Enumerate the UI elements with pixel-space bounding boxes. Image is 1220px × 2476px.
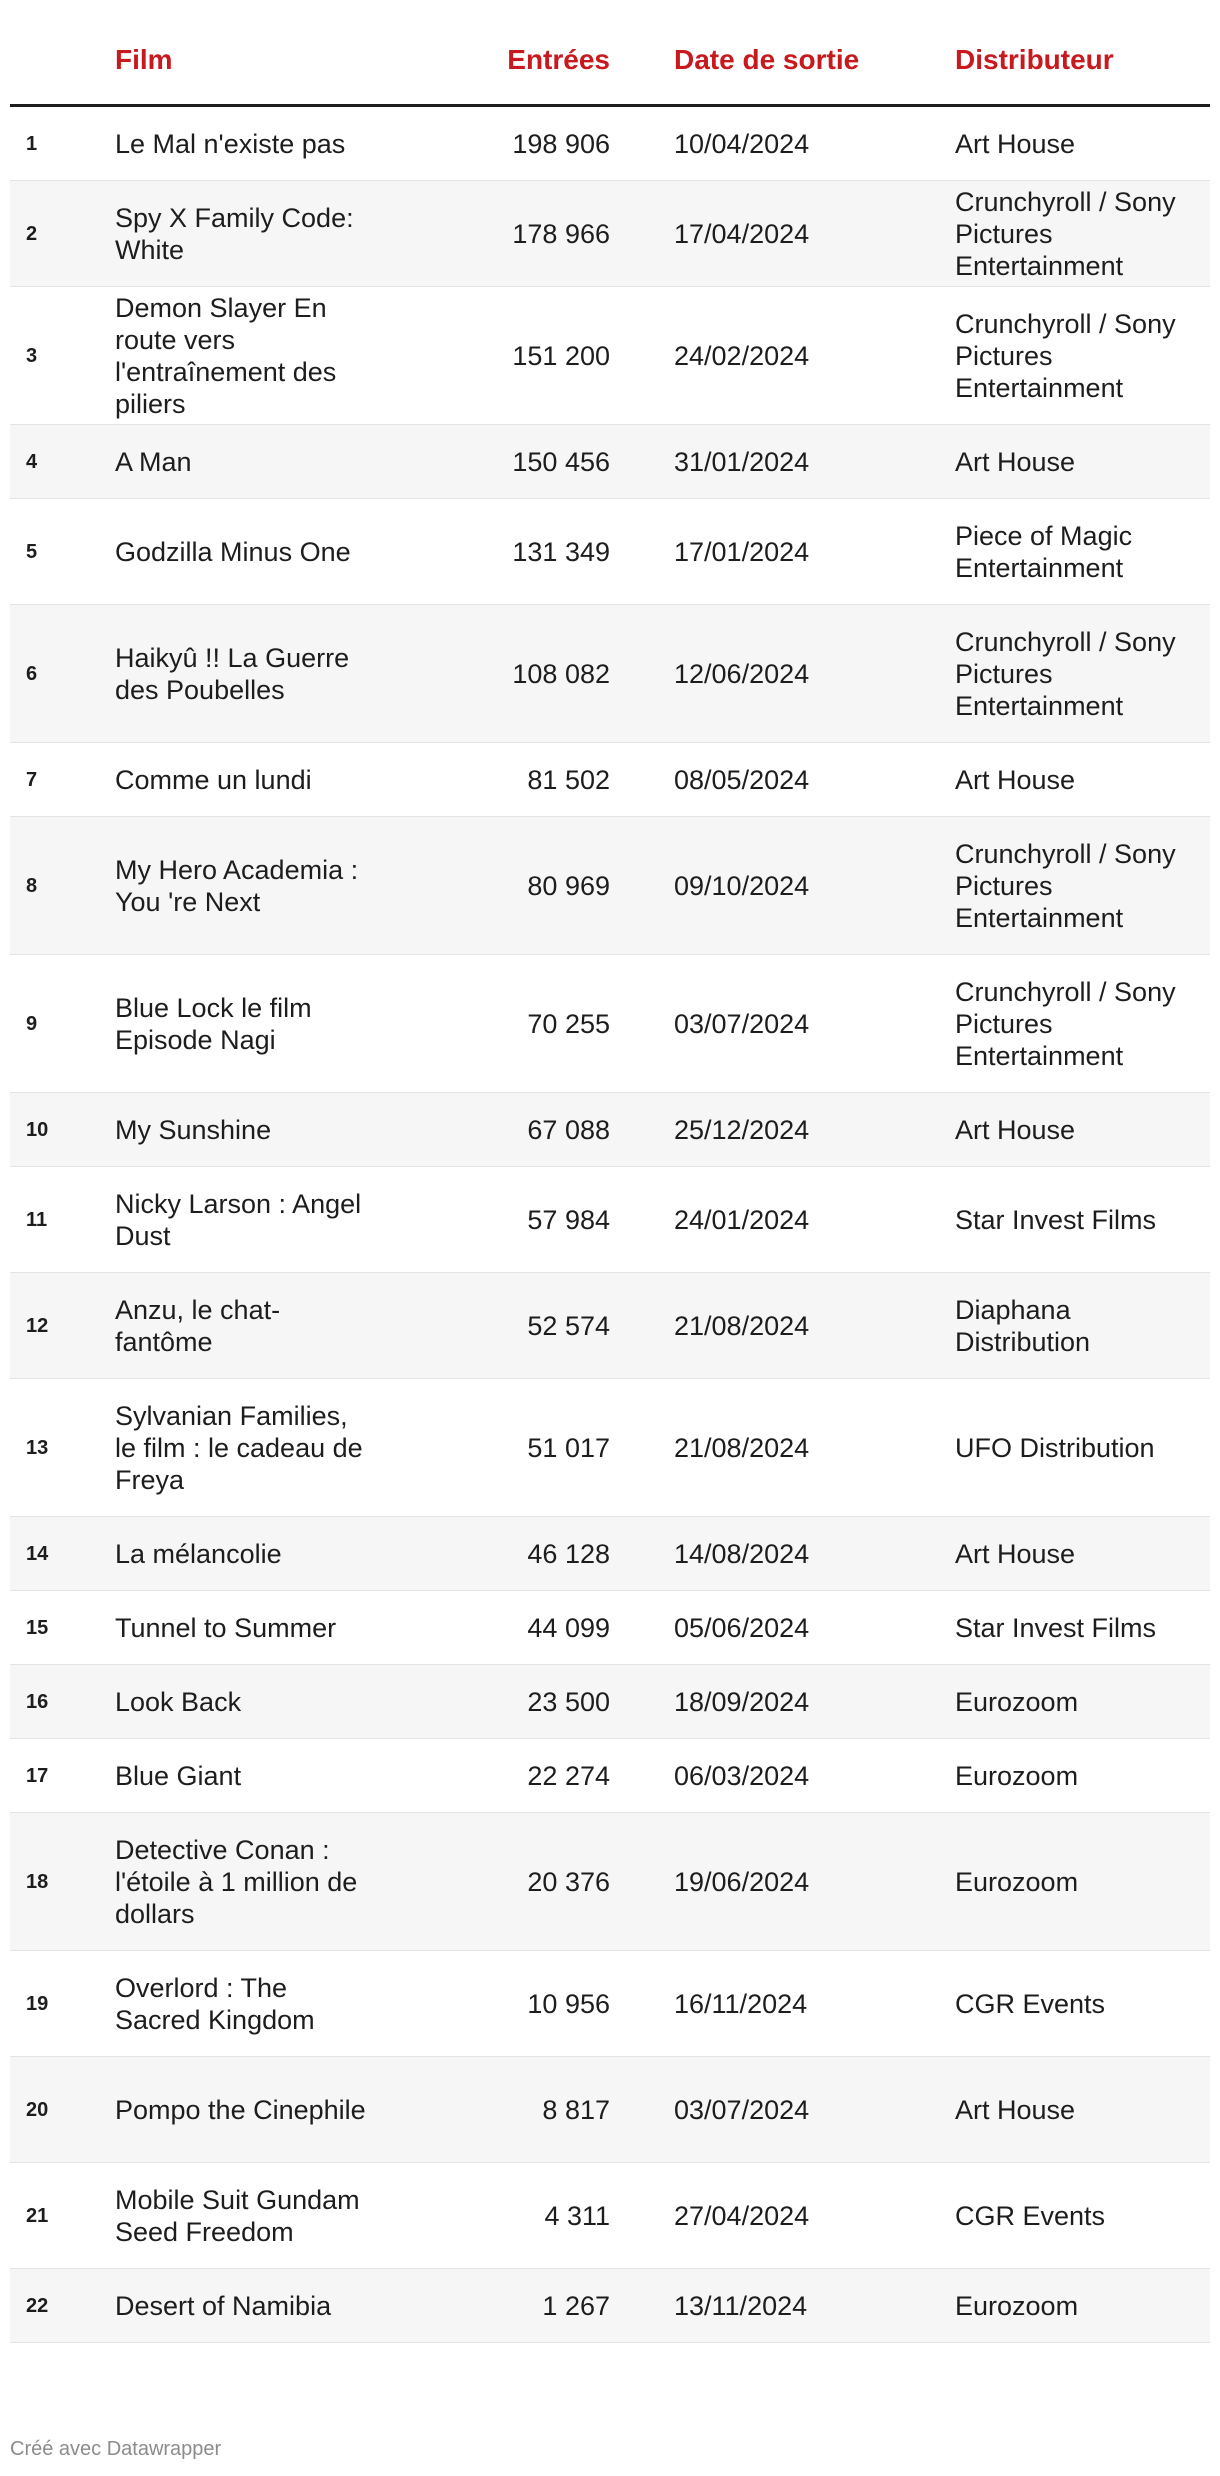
film-title-cell: My Sunshine	[115, 1093, 415, 1167]
header-entries[interactable]: Entrées	[415, 38, 610, 106]
table-row	[10, 181, 1210, 287]
rank-cell: 4	[10, 425, 115, 499]
film-title-cell: Blue Lock le film Episode Nagi	[115, 955, 415, 1093]
table-row	[10, 2163, 1210, 2269]
film-title-cell: Tunnel to Summer	[115, 1591, 415, 1665]
table-row	[10, 425, 1210, 499]
rank-cell: 11	[10, 1167, 115, 1273]
distributor-cell: Art House	[955, 106, 1210, 181]
table-row	[10, 499, 1210, 605]
rank-cell: 12	[10, 1273, 115, 1379]
rank-cell: 8	[10, 817, 115, 955]
distributor-cell: Art House	[955, 1093, 1210, 1167]
rank-cell: 18	[10, 1813, 115, 1951]
rank-cell: 19	[10, 1951, 115, 2057]
entries-cell: 8 817	[415, 2057, 610, 2163]
film-title-cell: My Hero Academia : You 're Next	[115, 817, 415, 955]
distributor-cell: Art House	[955, 425, 1210, 499]
header-rank[interactable]	[10, 38, 115, 106]
rank-cell: 22	[10, 2269, 115, 2343]
release-date-cell: 27/04/2024	[610, 2163, 955, 2269]
distributor-cell: Art House	[955, 743, 1210, 817]
data-table	[10, 38, 1210, 2343]
distributor-cell: Art House	[955, 2057, 1210, 2163]
distributor-cell: Star Invest Films	[955, 1167, 1210, 1273]
distributor-cell: Star Invest Films	[955, 1591, 1210, 1665]
entries-cell: 151 200	[415, 287, 610, 425]
table-row	[10, 1591, 1210, 1665]
distributor-cell: Crunchyroll / Sony Pictures Entertainment	[955, 181, 1210, 287]
entries-cell: 23 500	[415, 1665, 610, 1739]
entries-cell: 51 017	[415, 1379, 610, 1517]
distributor-cell: CGR Events	[955, 1951, 1210, 2057]
release-date-cell: 03/07/2024	[610, 2057, 955, 2163]
entries-cell: 67 088	[415, 1093, 610, 1167]
entries-cell: 1 267	[415, 2269, 610, 2343]
rank-cell: 21	[10, 2163, 115, 2269]
rank-cell: 16	[10, 1665, 115, 1739]
distributor-cell: Crunchyroll / Sony Pictures Entertainment	[955, 955, 1210, 1093]
header-distributor[interactable]: Distributeur	[955, 38, 1210, 106]
release-date-cell: 17/01/2024	[610, 499, 955, 605]
table-row	[10, 1379, 1210, 1517]
release-date-cell: 21/08/2024	[610, 1273, 955, 1379]
release-date-cell: 08/05/2024	[610, 743, 955, 817]
table-row	[10, 1739, 1210, 1813]
film-title-cell: Blue Giant	[115, 1739, 415, 1813]
release-date-cell: 14/08/2024	[610, 1517, 955, 1591]
release-date-cell: 24/01/2024	[610, 1167, 955, 1273]
entries-cell: 20 376	[415, 1813, 610, 1951]
film-title-cell: Comme un lundi	[115, 743, 415, 817]
film-title-cell: Spy X Family Code: White	[115, 181, 415, 287]
rank-cell: 3	[10, 287, 115, 425]
entries-cell: 22 274	[415, 1739, 610, 1813]
entries-cell: 57 984	[415, 1167, 610, 1273]
entries-cell: 44 099	[415, 1591, 610, 1665]
datawrapper-credit[interactable]: Créé avec Datawrapper	[10, 2438, 222, 2460]
release-date-cell: 24/02/2024	[610, 287, 955, 425]
rank-cell: 20	[10, 2057, 115, 2163]
distributor-cell: Art House	[955, 1517, 1210, 1591]
release-date-cell: 03/07/2024	[610, 955, 955, 1093]
distributor-cell: Eurozoom	[955, 1739, 1210, 1813]
rank-cell: 13	[10, 1379, 115, 1517]
film-title-cell: Look Back	[115, 1665, 415, 1739]
header-film[interactable]: Film	[115, 38, 415, 106]
distributor-cell: Piece of Magic Entertainment	[955, 499, 1210, 605]
release-date-cell: 19/06/2024	[610, 1813, 955, 1951]
distributor-cell: Eurozoom	[955, 1665, 1210, 1739]
distributor-cell: Eurozoom	[955, 2269, 1210, 2343]
entries-cell: 4 311	[415, 2163, 610, 2269]
rank-cell: 14	[10, 1517, 115, 1591]
entries-cell: 52 574	[415, 1273, 610, 1379]
release-date-cell: 12/06/2024	[610, 605, 955, 743]
entries-cell: 10 956	[415, 1951, 610, 2057]
rank-cell: 10	[10, 1093, 115, 1167]
film-title-cell: Nicky Larson : Angel Dust	[115, 1167, 415, 1273]
table-row	[10, 287, 1210, 425]
rank-cell: 2	[10, 181, 115, 287]
release-date-cell: 05/06/2024	[610, 1591, 955, 1665]
rank-cell: 1	[10, 106, 115, 181]
release-date-cell: 21/08/2024	[610, 1379, 955, 1517]
rank-cell: 9	[10, 955, 115, 1093]
header-release-date[interactable]: Date de sortie	[610, 38, 955, 106]
rank-cell: 17	[10, 1739, 115, 1813]
film-title-cell: Desert of Namibia	[115, 2269, 415, 2343]
entries-cell: 80 969	[415, 817, 610, 955]
release-date-cell: 31/01/2024	[610, 425, 955, 499]
entries-cell: 150 456	[415, 425, 610, 499]
release-date-cell: 18/09/2024	[610, 1665, 955, 1739]
entries-cell: 131 349	[415, 499, 610, 605]
table-row	[10, 1951, 1210, 2057]
release-date-cell: 10/04/2024	[610, 106, 955, 181]
table-header-row	[10, 38, 1210, 106]
film-title-cell: Sylvanian Families, le film : le cadeau de Freya	[115, 1379, 415, 1517]
entries-cell: 178 966	[415, 181, 610, 287]
table-row	[10, 2269, 1210, 2343]
release-date-cell: 16/11/2024	[610, 1951, 955, 2057]
entries-cell: 198 906	[415, 106, 610, 181]
rank-cell: 6	[10, 605, 115, 743]
film-title-cell: Haikyû !! La Guerre des Poubelles	[115, 605, 415, 743]
table-row	[10, 1273, 1210, 1379]
film-title-cell: Godzilla Minus One	[115, 499, 415, 605]
table-row	[10, 955, 1210, 1093]
release-date-cell: 17/04/2024	[610, 181, 955, 287]
entries-cell: 81 502	[415, 743, 610, 817]
film-title-cell: Demon Slayer En route vers l'entraînement des piliers	[115, 287, 415, 425]
table-row	[10, 605, 1210, 743]
table-row	[10, 817, 1210, 955]
entries-cell: 46 128	[415, 1517, 610, 1591]
film-title-cell: Mobile Suit Gundam Seed Freedom	[115, 2163, 415, 2269]
rank-cell: 7	[10, 743, 115, 817]
distributor-cell: Crunchyroll / Sony Pictures Entertainment	[955, 817, 1210, 955]
table-row	[10, 1517, 1210, 1591]
film-title-cell: Detective Conan : l'étoile à 1 million de dollars	[115, 1813, 415, 1951]
film-title-cell: Overlord : The Sacred Kingdom	[115, 1951, 415, 2057]
table-row	[10, 1093, 1210, 1167]
film-title-cell: Anzu, le chat-fantôme	[115, 1273, 415, 1379]
distributor-cell: UFO Distribution	[955, 1379, 1210, 1517]
table-row	[10, 1167, 1210, 1273]
film-title-cell: La mélancolie	[115, 1517, 415, 1591]
table-row	[10, 106, 1210, 181]
table-row	[10, 2057, 1210, 2163]
entries-cell: 108 082	[415, 605, 610, 743]
table-row	[10, 1813, 1210, 1951]
release-date-cell: 06/03/2024	[610, 1739, 955, 1813]
release-date-cell: 25/12/2024	[610, 1093, 955, 1167]
entries-cell: 70 255	[415, 955, 610, 1093]
film-title-cell: A Man	[115, 425, 415, 499]
rank-cell: 5	[10, 499, 115, 605]
distributor-cell: Eurozoom	[955, 1813, 1210, 1951]
distributor-cell: Crunchyroll / Sony Pictures Entertainment	[955, 605, 1210, 743]
table-body	[10, 106, 1210, 2343]
release-date-cell: 13/11/2024	[610, 2269, 955, 2343]
distributor-cell: CGR Events	[955, 2163, 1210, 2269]
table-row	[10, 743, 1210, 817]
film-title-cell: Pompo the Cinephile	[115, 2057, 415, 2163]
release-date-cell: 09/10/2024	[610, 817, 955, 955]
rank-cell: 15	[10, 1591, 115, 1665]
film-title-cell: Le Mal n'existe pas	[115, 106, 415, 181]
distributor-cell: Diaphana Distribution	[955, 1273, 1210, 1379]
table-row	[10, 1665, 1210, 1739]
distributor-cell: Crunchyroll / Sony Pictures Entertainment	[955, 287, 1210, 425]
